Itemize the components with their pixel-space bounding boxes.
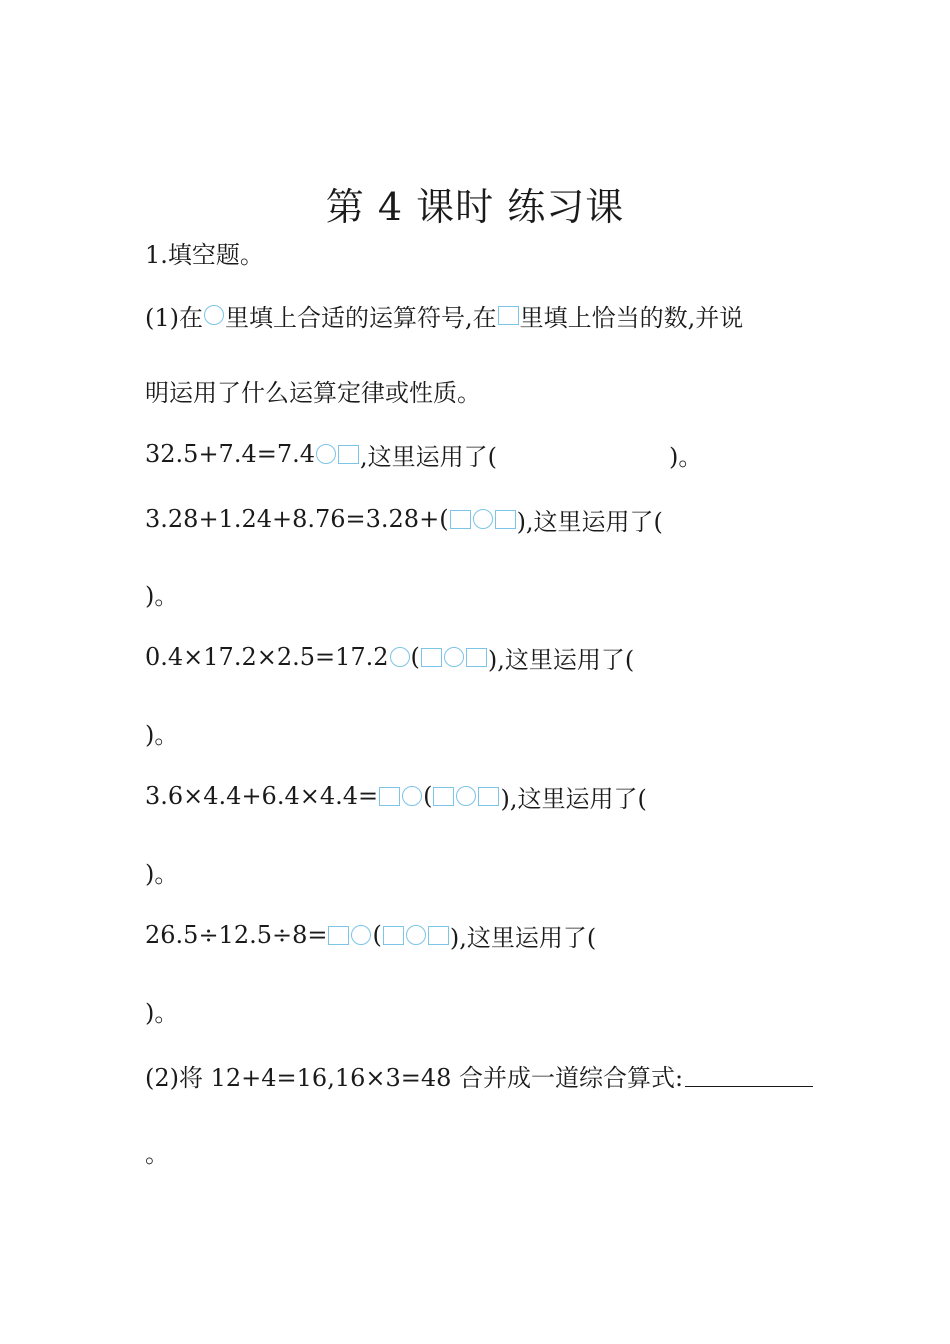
question-text: )。	[145, 859, 179, 888]
paren: (	[410, 643, 420, 671]
square-blank[interactable]	[478, 787, 499, 806]
instruction-line-2	[145, 373, 481, 407]
question-5-close	[145, 993, 178, 1027]
circle-blank[interactable]	[390, 647, 410, 667]
question-text: ),这里运用了(	[487, 645, 635, 674]
question-6	[145, 1058, 813, 1092]
square-blank[interactable]	[383, 926, 404, 945]
question-2	[145, 502, 663, 536]
circle-blank[interactable]	[456, 786, 476, 806]
question-6-close	[145, 1134, 169, 1168]
square-blank[interactable]	[379, 787, 400, 806]
square-blank[interactable]	[466, 648, 487, 667]
question-3-close	[145, 715, 178, 749]
expression: 26.5÷12.5÷8=	[145, 921, 328, 949]
circle-blank[interactable]	[351, 925, 371, 945]
expression: 3.28+1.24+8.76=3.28+(	[145, 505, 449, 533]
instruction-text: (1)在	[145, 303, 203, 332]
square-blank[interactable]	[428, 926, 449, 945]
answer-line[interactable]	[685, 1064, 813, 1087]
circle-blank[interactable]	[444, 647, 464, 667]
instruction-text: 里填上恰当的数,并说	[519, 303, 744, 332]
question-text: )。	[145, 581, 179, 610]
square-blank[interactable]	[421, 648, 442, 667]
question-text: 。	[145, 1139, 169, 1168]
question-5	[145, 918, 596, 952]
section-heading-text: 1.填空题。	[145, 240, 264, 269]
question-4	[145, 779, 647, 813]
paren: (	[423, 782, 433, 810]
expression: 32.5+7.4=7.4	[145, 440, 315, 468]
circle-blank[interactable]	[406, 925, 426, 945]
instruction-text: 里填上合适的运算符号,在	[225, 303, 497, 332]
question-text: (2)将 12+4=16,16×3=48 合并成一道综合算式:	[145, 1063, 684, 1092]
expression: 3.6×4.4+6.4×4.4=	[145, 782, 379, 810]
question-text: )。	[145, 720, 179, 749]
square-blank[interactable]	[450, 510, 471, 529]
section-heading	[145, 235, 264, 269]
square-icon	[498, 306, 519, 325]
question-1	[145, 437, 702, 471]
circle-blank[interactable]	[473, 509, 493, 529]
instruction-text: 明运用了什么运算定律或性质。	[145, 378, 481, 407]
question-3	[145, 640, 634, 674]
question-text: ,这里运用了(	[360, 442, 497, 471]
question-4-close	[145, 854, 178, 888]
square-blank[interactable]	[495, 510, 516, 529]
paren: (	[372, 921, 382, 949]
question-text: )。	[145, 998, 179, 1027]
square-blank[interactable]	[328, 926, 349, 945]
circle-blank[interactable]	[316, 444, 336, 464]
question-text: ),这里运用了(	[449, 923, 597, 952]
circle-blank[interactable]	[402, 786, 422, 806]
question-text: )。	[669, 442, 703, 471]
square-blank[interactable]	[433, 787, 454, 806]
circle-icon	[204, 305, 224, 325]
page-title: 第 4 课时 练习课	[325, 185, 625, 229]
question-2-close	[145, 576, 178, 610]
question-text: ),这里运用了(	[500, 784, 647, 813]
instruction-line-1	[145, 298, 743, 332]
expression: 0.4×17.2×2.5=17.2	[145, 643, 389, 671]
question-text: ),这里运用了(	[516, 507, 663, 536]
square-blank[interactable]	[338, 445, 359, 464]
